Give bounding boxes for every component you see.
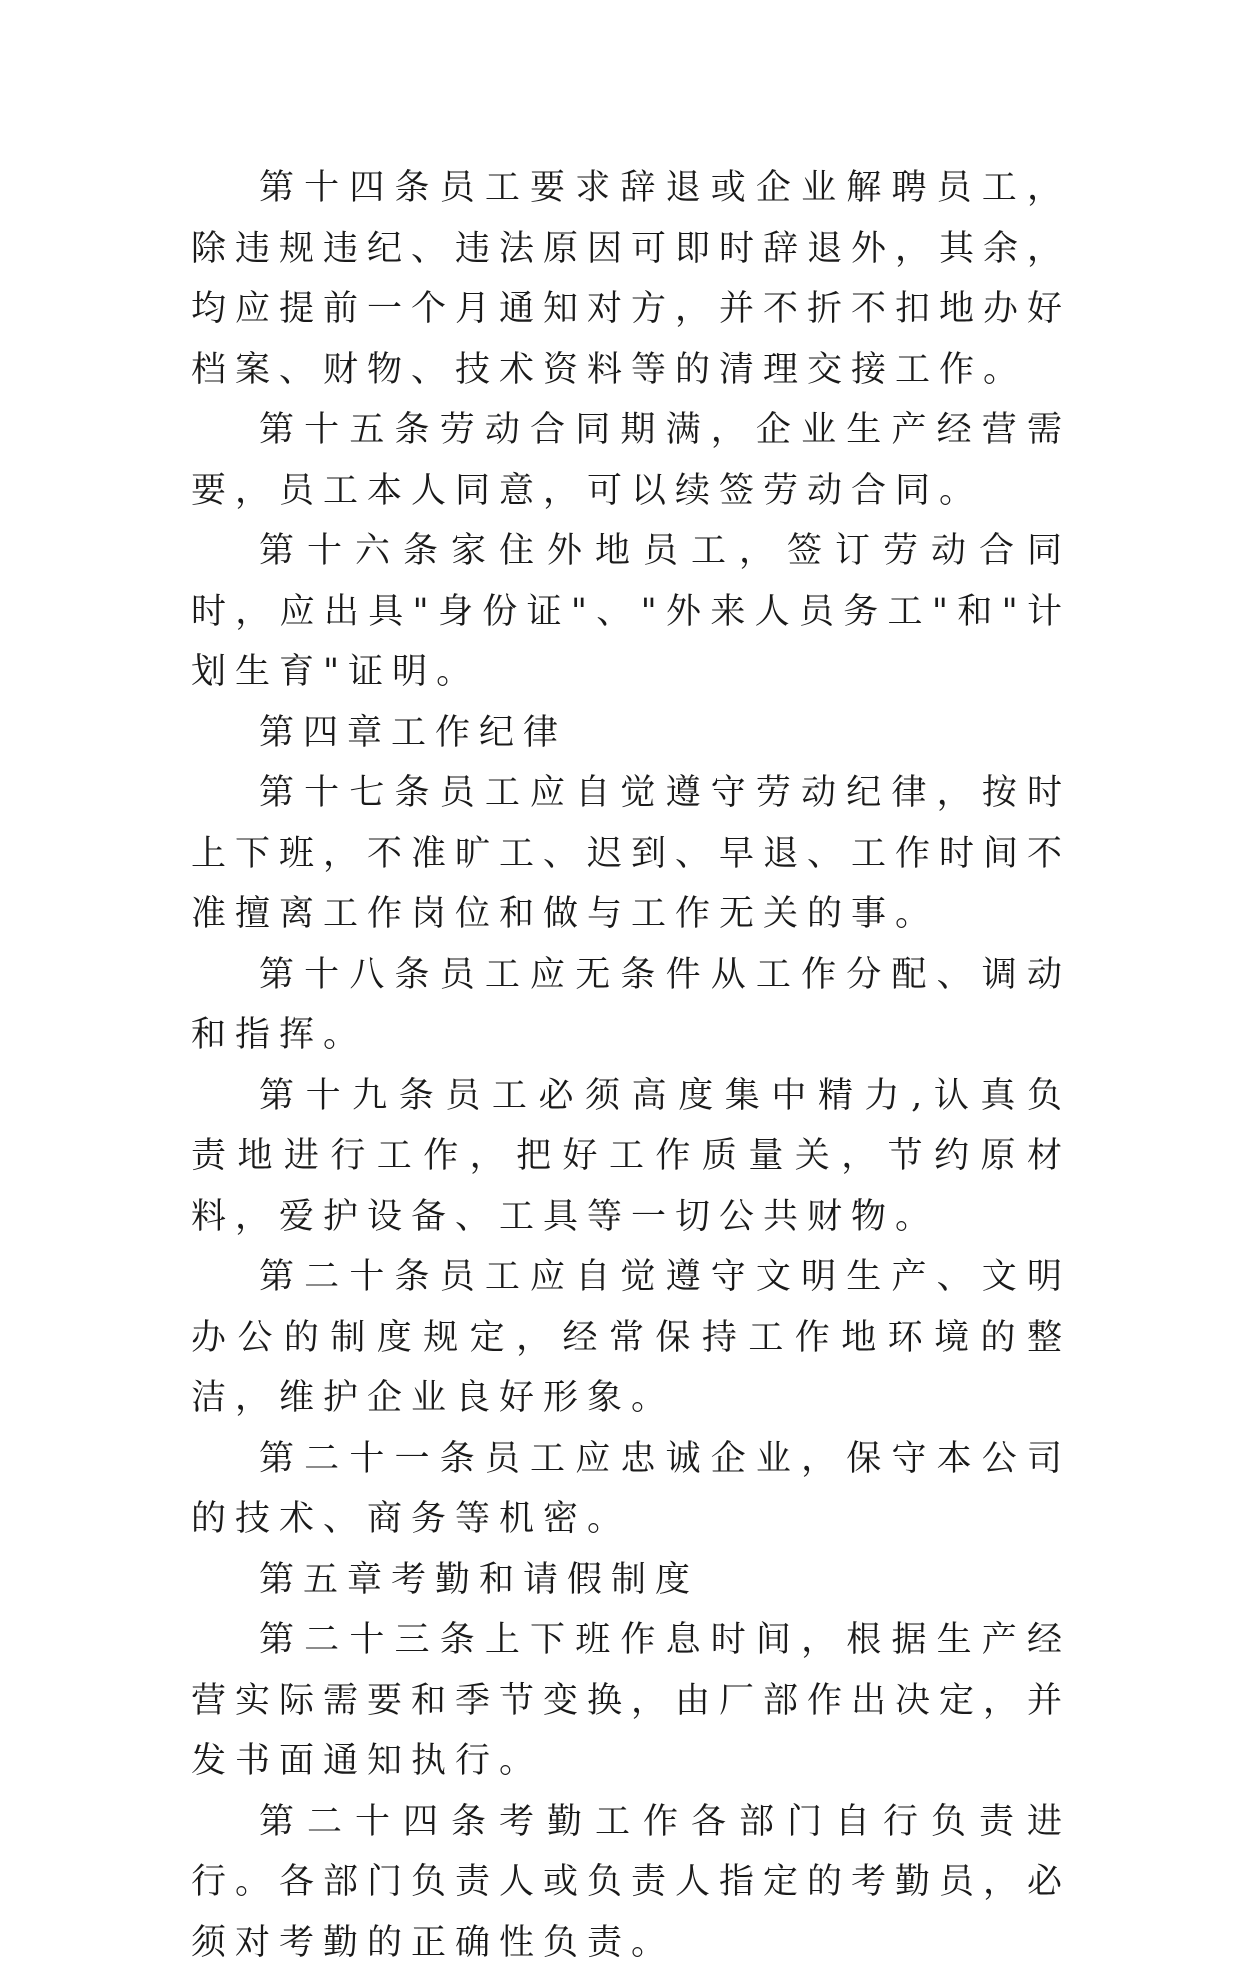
paragraph-article-14: 第十四条员工要求辞退或企业解聘员工，除违规违纪、违法原因可即时辞退外，其余，均应提前一个月通知对方，并不折不扣地办好档案、财物、技术资料等的清理交接工作。	[191, 158, 1071, 400]
chapter-heading-4: 第四章工作纪律	[191, 703, 1071, 764]
paragraph-article-17: 第十七条员工应自觉遵守劳动纪律，按时上下班，不准旷工、迟到、早退、工作时间不准擅离工作岗位和做与工作无关的事。	[191, 763, 1071, 945]
paragraph-article-21: 第二十一条员工应忠诚企业，保守本公司的技术、商务等机密。	[191, 1429, 1071, 1550]
paragraph-article-16: 第十六条家住外地员工，签订劳动合同时，应出具"身份证"、"外来人员务工"和"计划生育"证明。	[191, 521, 1071, 703]
paragraph-article-19: 第十九条员工必须高度集中精力,认真负责地进行工作，把好工作质量关，节约原材料，爱护设备、工具等一切公共财物。	[191, 1066, 1071, 1248]
paragraph-article-18: 第十八条员工应无条件从工作分配、调动和指挥。	[191, 945, 1071, 1066]
paragraph-article-24: 第二十四条考勤工作各部门自行负责进行。各部门负责人或负责人指定的考勤员，必须对考勤的正确性负责。	[191, 1792, 1071, 1973]
chapter-heading-5: 第五章考勤和请假制度	[191, 1550, 1071, 1611]
paragraph-article-23: 第二十三条上下班作息时间，根据生产经营实际需要和季节变换，由厂部作出决定，并发书面通知执行。	[191, 1610, 1071, 1792]
paragraph-article-20: 第二十条员工应自觉遵守文明生产、文明办公的制度规定，经常保持工作地环境的整洁，维护企业良好形象。	[191, 1247, 1071, 1429]
document-body	[191, 158, 1071, 1973]
paragraph-article-15: 第十五条劳动合同期满，企业生产经营需要，员工本人同意，可以续签劳动合同。	[191, 400, 1071, 521]
